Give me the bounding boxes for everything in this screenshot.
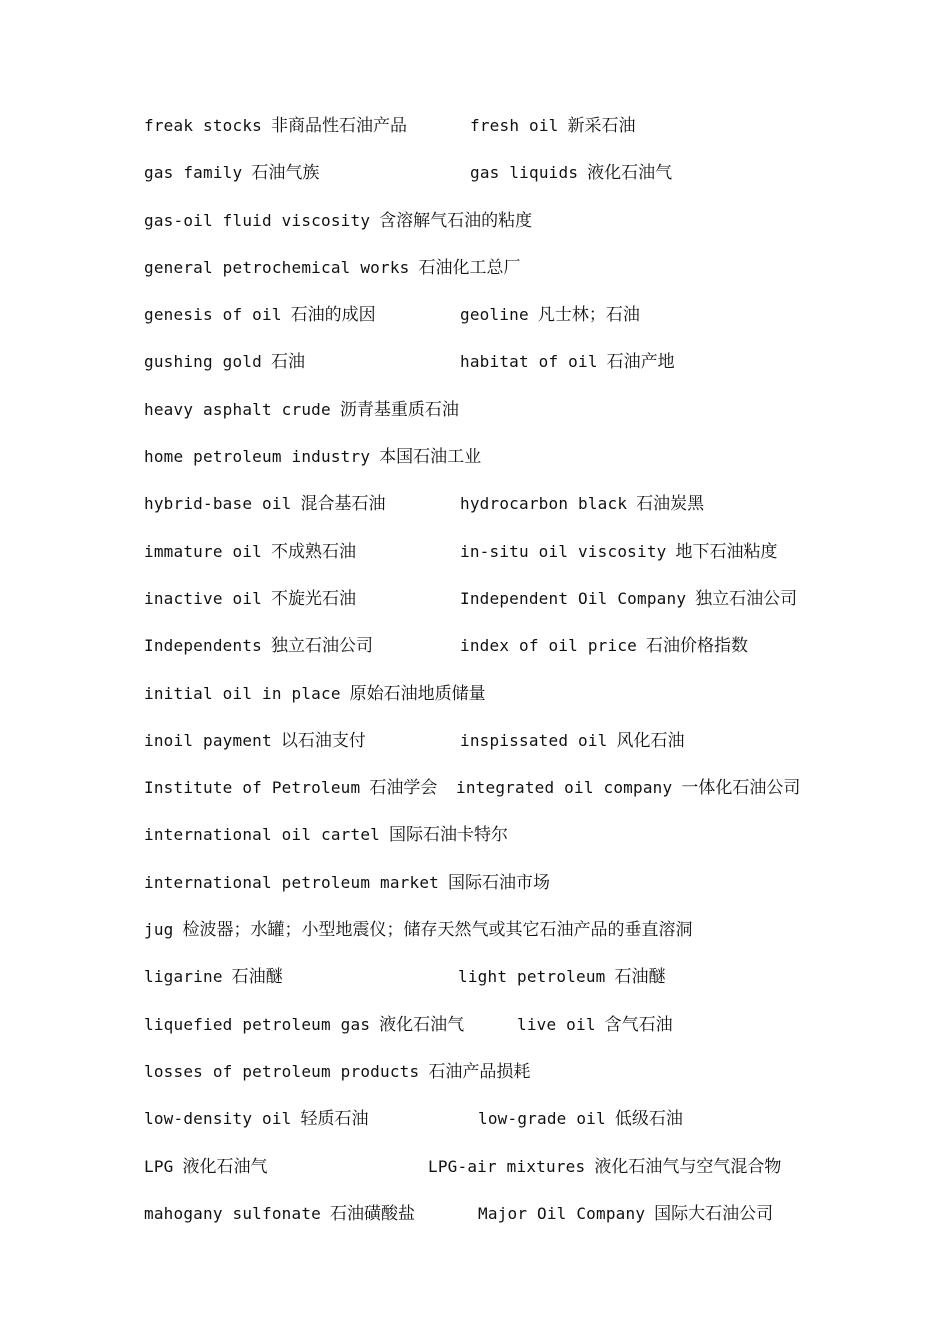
entry-term: general petrochemical works bbox=[144, 257, 410, 277]
entry-translation: 沥青基重质石油 bbox=[339, 399, 459, 420]
entry-translation: 一体化石油公司 bbox=[681, 778, 801, 799]
entry-line bbox=[144, 1057, 824, 1104]
entry-translation: 非商品性石油产品 bbox=[271, 116, 407, 136]
glossary-entry bbox=[144, 489, 386, 519]
entry-translation: 液化石油气 bbox=[182, 1156, 268, 1177]
entry-translation: 不成熟石油 bbox=[271, 541, 356, 562]
entry-term: hydrocarbon black bbox=[460, 494, 628, 514]
entry-line bbox=[144, 631, 824, 678]
entry-line bbox=[144, 300, 824, 347]
entry-translation: 液化石油气 bbox=[587, 163, 673, 184]
entry-translation: 地下石油粘度 bbox=[675, 541, 778, 562]
entry-term: LPG bbox=[144, 1156, 174, 1176]
entry-translation: 石油气族 bbox=[251, 163, 320, 184]
entry-term: losses of petroleum products bbox=[144, 1061, 420, 1081]
glossary-entry bbox=[144, 820, 508, 850]
glossary-entry bbox=[144, 206, 532, 236]
entry-line bbox=[144, 442, 824, 489]
entry-term: immature oil bbox=[144, 541, 262, 561]
entry-line bbox=[144, 679, 824, 726]
entry-term: freak stocks bbox=[144, 116, 262, 135]
entry-term: heavy asphalt crude bbox=[144, 399, 331, 419]
entry-translation: 液化石油气 bbox=[379, 1014, 465, 1035]
entry-line bbox=[144, 395, 824, 442]
glossary-entry bbox=[460, 537, 778, 567]
entry-term: home petroleum industry bbox=[144, 447, 371, 467]
entry-line bbox=[144, 347, 824, 394]
entry-term: integrated oil company bbox=[456, 778, 673, 798]
entry-translation: 石油价格指数 bbox=[646, 636, 748, 657]
glossary-entry bbox=[144, 679, 486, 709]
entry-translation: 混合基石油 bbox=[300, 494, 386, 515]
entry-translation: 石油产地 bbox=[606, 352, 675, 373]
entry-translation: 石油化工总厂 bbox=[418, 257, 521, 278]
entry-term: genesis of oil bbox=[144, 305, 282, 325]
glossary-entry bbox=[144, 631, 373, 661]
glossary-entry bbox=[144, 1057, 530, 1087]
glossary-entry bbox=[144, 1010, 464, 1040]
glossary-entry bbox=[144, 158, 319, 188]
glossary-entry bbox=[144, 726, 366, 756]
entry-line bbox=[144, 489, 824, 536]
glossary-entry bbox=[144, 915, 693, 945]
entry-term: mahogany sulfonate bbox=[144, 1203, 321, 1223]
glossary-entry bbox=[460, 726, 685, 756]
entry-term: in-situ oil viscosity bbox=[460, 541, 667, 561]
glossary-entry bbox=[144, 395, 459, 425]
entry-translation: 以石油支付 bbox=[280, 730, 366, 751]
glossary-entry bbox=[460, 347, 675, 377]
entry-translation: 新采石油 bbox=[567, 116, 636, 136]
entry-term: habitat of oil bbox=[460, 352, 598, 372]
glossary-entry bbox=[144, 347, 305, 377]
entry-translation: 石油学会 bbox=[369, 778, 438, 799]
glossary-entry bbox=[478, 1199, 773, 1229]
entry-translation: 独立石油公司 bbox=[271, 636, 373, 657]
glossary-entry bbox=[144, 111, 407, 141]
glossary-entry bbox=[458, 962, 666, 992]
glossary-entry bbox=[144, 584, 356, 614]
glossary-entry bbox=[478, 1104, 683, 1134]
entry-translation: 本国石油工业 bbox=[379, 447, 482, 468]
entry-line bbox=[144, 1199, 824, 1246]
entry-translation: 凡士林；石油 bbox=[537, 305, 640, 326]
entry-term: ligarine bbox=[144, 967, 223, 987]
glossary-entry bbox=[144, 253, 521, 283]
entry-term: Major Oil Company bbox=[478, 1203, 646, 1223]
entry-line bbox=[144, 253, 824, 300]
entry-term: gas-oil fluid viscosity bbox=[144, 210, 371, 230]
entry-line bbox=[144, 962, 824, 1009]
entry-term: fresh oil bbox=[470, 116, 559, 135]
glossary-entry bbox=[470, 111, 636, 141]
entry-line bbox=[144, 1010, 824, 1057]
entry-term: low-grade oil bbox=[478, 1109, 606, 1129]
entry-translation: 轻质石油 bbox=[300, 1109, 369, 1130]
glossary-entry bbox=[460, 489, 704, 519]
entry-translation: 原始石油地质储量 bbox=[349, 683, 486, 704]
entry-translation: 石油炭黑 bbox=[636, 494, 705, 515]
glossary-entry bbox=[144, 1199, 415, 1229]
entry-term: geoline bbox=[460, 305, 529, 325]
entry-translation: 石油的成因 bbox=[290, 305, 376, 326]
entry-term: inspissated oil bbox=[460, 730, 608, 750]
entry-line bbox=[144, 820, 824, 867]
entry-translation: 液化石油气与空气混合物 bbox=[594, 1156, 782, 1177]
entry-term: initial oil in place bbox=[144, 683, 341, 703]
entry-term: gas family bbox=[144, 163, 243, 183]
entry-term: LPG-air mixtures bbox=[428, 1156, 586, 1176]
glossary-entry bbox=[144, 442, 481, 472]
entry-translation: 国际石油卡特尔 bbox=[389, 825, 508, 846]
glossary-entry bbox=[144, 1152, 268, 1182]
glossary-entry bbox=[144, 1104, 369, 1134]
entry-term: Independent Oil Company bbox=[460, 588, 687, 608]
entry-term: inoil payment bbox=[144, 730, 272, 750]
entry-term: live oil bbox=[517, 1014, 596, 1034]
entry-line bbox=[144, 868, 824, 915]
entry-term: Institute of Petroleum bbox=[144, 778, 361, 798]
entry-translation: 不旋光石油 bbox=[271, 588, 356, 609]
entry-term: international oil cartel bbox=[144, 825, 380, 845]
entry-line bbox=[144, 537, 824, 584]
glossary-entry bbox=[428, 1152, 781, 1182]
entry-translation: 独立石油公司 bbox=[695, 588, 798, 609]
entry-translation: 石油磺酸盐 bbox=[330, 1203, 415, 1224]
entry-translation: 石油产品损耗 bbox=[428, 1061, 531, 1082]
entry-line bbox=[144, 1104, 824, 1151]
entry-translation: 风化石油 bbox=[616, 730, 685, 751]
entry-term: gushing gold bbox=[144, 352, 262, 372]
entry-translation: 含溶解气石油的粘度 bbox=[379, 210, 533, 231]
entry-term: light petroleum bbox=[458, 967, 606, 987]
entry-term: hybrid-base oil bbox=[144, 494, 292, 514]
entry-term: liquefied petroleum gas bbox=[144, 1014, 371, 1034]
glossary-entries bbox=[144, 111, 824, 1246]
glossary-entry bbox=[144, 537, 356, 567]
entry-line bbox=[144, 158, 824, 205]
entry-term: low-density oil bbox=[144, 1109, 292, 1129]
entry-line bbox=[144, 773, 824, 820]
glossary-entry bbox=[144, 868, 550, 898]
entry-line bbox=[144, 915, 824, 962]
entry-term: Independents bbox=[144, 636, 262, 656]
entry-translation: 国际大石油公司 bbox=[654, 1203, 774, 1224]
entry-translation: 含气石油 bbox=[604, 1014, 673, 1035]
entry-line bbox=[144, 584, 824, 631]
entry-translation: 低级石油 bbox=[614, 1109, 683, 1130]
glossary-entry bbox=[144, 773, 437, 803]
glossary-entry bbox=[460, 300, 640, 330]
entry-term: inactive oil bbox=[144, 588, 262, 608]
glossary-entry bbox=[460, 631, 748, 661]
glossary-entry bbox=[456, 773, 800, 803]
glossary-entry bbox=[144, 300, 376, 330]
glossary-entry bbox=[460, 584, 797, 614]
entry-term: jug bbox=[144, 920, 174, 940]
entry-translation: 检波器；水罐；小型地震仪；储存天然气或其它石油产品的垂直溶洞 bbox=[182, 920, 693, 941]
entry-translation: 石油醚 bbox=[231, 967, 283, 988]
glossary-entry bbox=[144, 962, 283, 992]
entry-line bbox=[144, 111, 824, 158]
glossary-entry bbox=[517, 1010, 673, 1040]
entry-translation: 石油醚 bbox=[614, 967, 666, 988]
entry-translation: 国际石油市场 bbox=[447, 872, 550, 893]
entry-line bbox=[144, 726, 824, 773]
entry-term: index of oil price bbox=[460, 636, 637, 656]
entry-term: gas liquids bbox=[470, 163, 579, 183]
entry-line bbox=[144, 1152, 824, 1199]
entry-line bbox=[144, 206, 824, 253]
entry-term: international petroleum market bbox=[144, 872, 439, 892]
glossary-entry bbox=[470, 158, 672, 188]
entry-translation: 石油 bbox=[271, 352, 305, 373]
